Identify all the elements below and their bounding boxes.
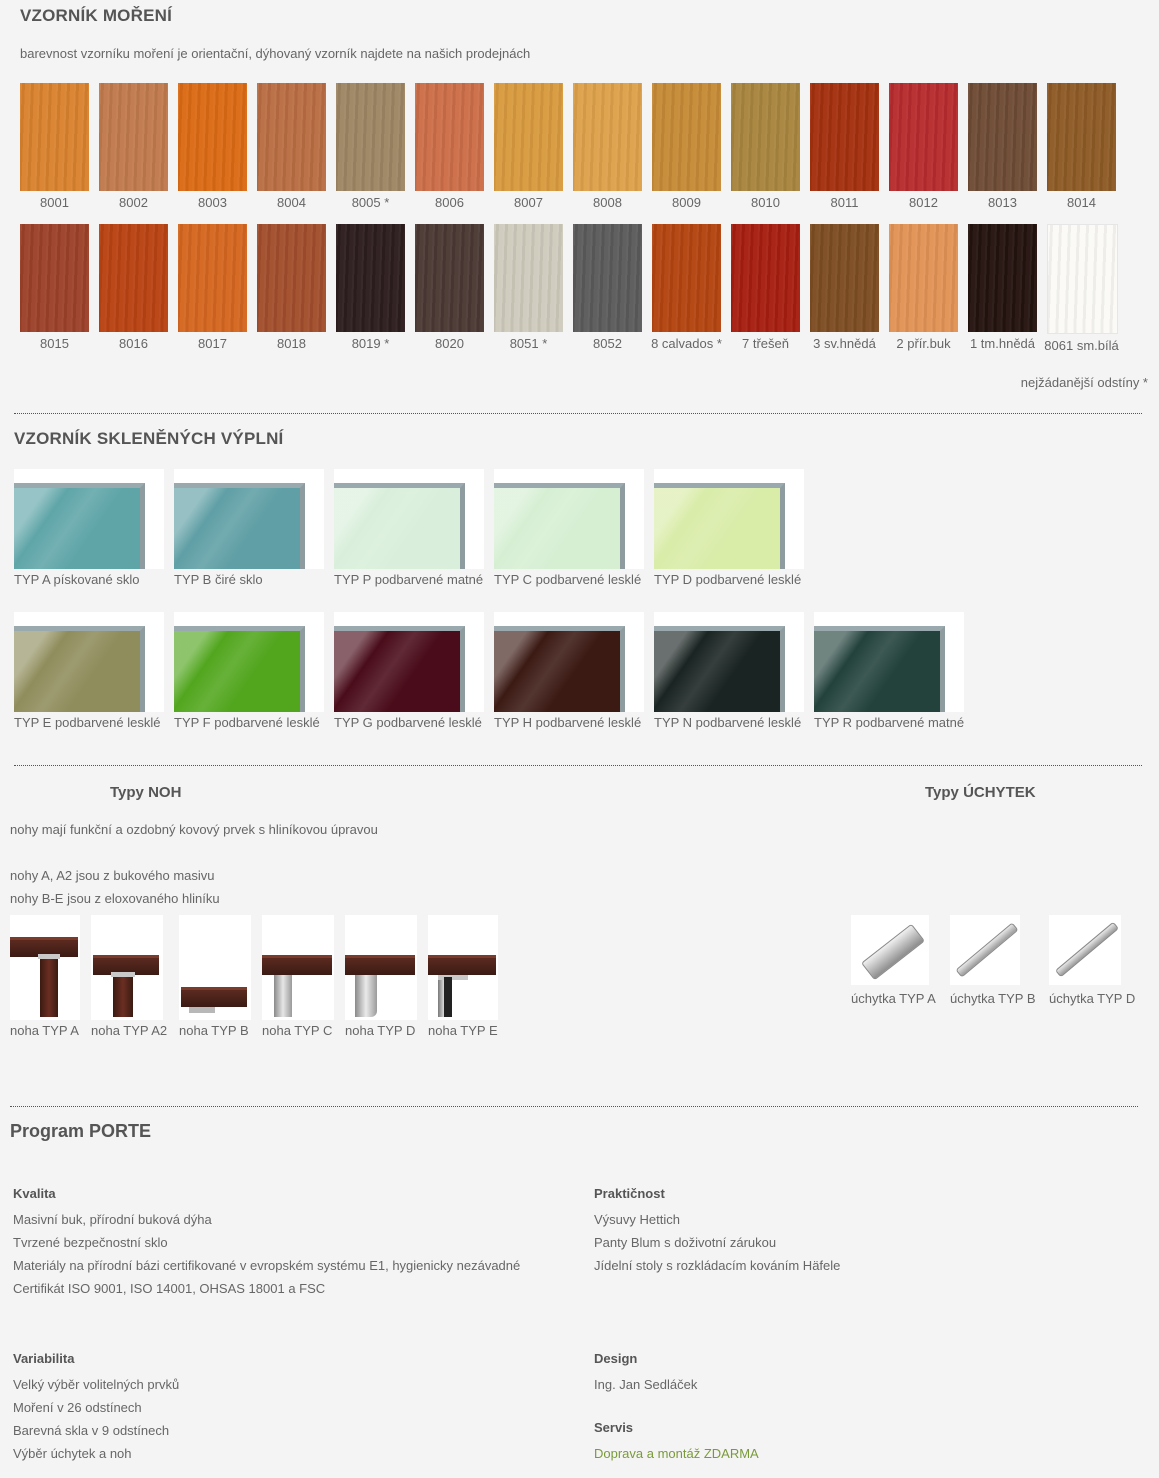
info-line: Ing. Jan Sedláček	[594, 1377, 698, 1392]
stain-color-chip	[652, 224, 721, 332]
glass-sample[interactable]	[14, 612, 164, 730]
stain-label: 8002	[119, 195, 148, 210]
stain-label: 8001	[40, 195, 69, 210]
stain-label: 8012	[909, 195, 938, 210]
leg-b[interactable]	[179, 915, 251, 1038]
glass-label: TYP R podbarvené matné	[814, 715, 965, 730]
servis-link[interactable]: Doprava a montáž ZDARMA	[594, 1446, 759, 1461]
stain-swatch[interactable]	[731, 83, 800, 210]
glass-sample[interactable]	[494, 469, 644, 587]
leg-label: noha TYP E	[428, 1023, 498, 1038]
stain-color-chip	[257, 83, 326, 191]
divider	[10, 1106, 1138, 1107]
leg-label: noha TYP D	[345, 1023, 416, 1038]
info-line: Materiály na přírodní bázi certifikované v evropském systému E1, hygienicky nezávadné	[13, 1258, 521, 1273]
glass-image	[334, 469, 484, 569]
glass-image	[654, 469, 804, 569]
section-design	[594, 1351, 697, 1396]
stain-label: 8051 *	[509, 336, 548, 351]
stain-swatch[interactable]	[99, 224, 168, 351]
legs-desc-3: nohy B-E jsou z eloxovaného hliníku	[10, 891, 220, 906]
leg-e-image	[428, 915, 498, 1020]
info-line: Barevná skla v 9 odstínech	[13, 1423, 170, 1438]
stain-swatch[interactable]	[336, 83, 405, 210]
leg-label: noha TYP C	[262, 1023, 333, 1038]
handle-a[interactable]	[851, 915, 936, 1006]
glass-image	[14, 612, 164, 712]
glass-image	[334, 612, 484, 712]
handle-d-image	[1049, 915, 1121, 985]
stain-label: 8013	[988, 195, 1017, 210]
stain-color-chip	[889, 224, 958, 332]
stain-color-chip	[810, 224, 879, 332]
stain-color-chip	[336, 83, 405, 191]
stain-color-chip	[257, 224, 326, 332]
glass-sample[interactable]	[14, 469, 164, 587]
stain-color-chip	[415, 224, 484, 332]
stain-swatch[interactable]	[1044, 224, 1119, 353]
section-heading: Kvalita	[13, 1186, 56, 1201]
stain-swatch[interactable]	[494, 83, 563, 210]
stain-label: 8015	[40, 336, 69, 351]
stain-swatch[interactable]	[178, 83, 247, 210]
section-prakticnost	[594, 1186, 840, 1277]
glass-label: TYP B čiré sklo	[174, 572, 263, 587]
stain-label: 8020	[435, 336, 464, 351]
glass-label: TYP D podbarvené lesklé	[654, 572, 802, 587]
glass-sample[interactable]	[494, 612, 644, 730]
stain-color-chip	[20, 83, 89, 191]
stain-color-chip	[415, 83, 484, 191]
stain-color-chip	[573, 224, 642, 332]
stain-label: 8052	[593, 336, 622, 351]
stain-swatch[interactable]	[573, 224, 642, 351]
stain-swatch[interactable]	[731, 224, 800, 351]
leg-c-image	[262, 915, 334, 1020]
stain-color-chip	[968, 224, 1037, 332]
handle-b[interactable]	[950, 915, 1036, 1006]
glass-image	[494, 612, 644, 712]
glass-sample[interactable]	[334, 469, 484, 587]
glass-image	[654, 612, 804, 712]
info-line: Masivní buk, přírodní buková dýha	[13, 1212, 212, 1227]
glass-label: TYP P podbarvené matné	[334, 572, 484, 587]
stains-subtitle: barevnost vzorníku moření je orientační, dýhovaný vzorník najdete na našich prodejnách	[20, 46, 531, 61]
stain-swatch[interactable]	[494, 224, 563, 351]
stain-label: 8003	[198, 195, 227, 210]
stain-color-chip	[178, 83, 247, 191]
glass-label: TYP G podbarvené lesklé	[334, 715, 482, 730]
stain-color-chip	[20, 224, 89, 332]
stain-label: 8008	[593, 195, 622, 210]
divider	[14, 413, 1142, 414]
stain-color-chip	[1047, 224, 1118, 334]
section-servis	[594, 1420, 759, 1465]
stain-color-chip	[494, 83, 563, 191]
stain-color-chip	[336, 224, 405, 332]
leg-b-image	[179, 915, 251, 1020]
section-heading: Variabilita	[13, 1351, 75, 1366]
stain-label: 8016	[119, 336, 148, 351]
stain-swatch[interactable]	[652, 224, 721, 351]
stain-label: 8011	[830, 195, 859, 210]
leg-d-image	[345, 915, 417, 1020]
leg-d[interactable]	[345, 915, 417, 1038]
stain-label: 8019 *	[351, 336, 390, 351]
stain-color-chip	[968, 83, 1037, 191]
stain-color-chip	[494, 224, 563, 332]
legs-desc-1: nohy mají funkční a ozdobný kovový prvek s hliníkovou úpravou	[10, 822, 378, 837]
stain-label: 8017	[198, 336, 227, 351]
info-line: Výsuvy Hettich	[594, 1212, 680, 1227]
stain-color-chip	[99, 224, 168, 332]
stain-label: 3 sv.hnědá	[813, 336, 876, 351]
glass-label: TYP F podbarvené lesklé	[174, 715, 320, 730]
handle-a-image	[851, 915, 929, 985]
stain-swatch[interactable]	[652, 83, 721, 210]
leg-a2[interactable]	[91, 915, 167, 1038]
stain-color-chip	[652, 83, 721, 191]
handle-b-image	[950, 915, 1020, 985]
stain-label: 8009	[672, 195, 701, 210]
stain-color-chip	[810, 83, 879, 191]
info-line: Certifikát ISO 9001, ISO 14001, OHSAS 18001 a FSC	[13, 1281, 326, 1296]
stain-label: 8006	[435, 195, 464, 210]
stain-label: 8010	[751, 195, 780, 210]
stain-swatch[interactable]	[336, 224, 405, 351]
leg-a-image	[10, 915, 80, 1020]
stains-footnote: nejžádanější odstíny *	[1020, 375, 1148, 390]
section-heading: Servis	[594, 1420, 634, 1435]
glass-sample[interactable]	[174, 469, 324, 587]
stain-swatch[interactable]	[968, 83, 1037, 210]
stain-color-chip	[99, 83, 168, 191]
stain-label: 7 třešeň	[742, 336, 789, 351]
leg-e[interactable]	[428, 915, 498, 1038]
glass-label: TYP C podbarvené lesklé	[494, 572, 642, 587]
leg-a2-image	[91, 915, 163, 1020]
glass-sample[interactable]	[814, 612, 964, 730]
stain-swatch[interactable]	[415, 83, 484, 210]
stain-swatch[interactable]	[20, 224, 89, 351]
stain-label: 1 tm.hnědá	[969, 336, 1036, 351]
leg-label: noha TYP B	[179, 1023, 249, 1038]
stain-color-chip	[178, 224, 247, 332]
stain-label: 8018	[277, 336, 306, 351]
glass-label: TYP A pískované sklo	[14, 572, 140, 587]
stain-label: 8005 *	[351, 195, 390, 210]
glass-image	[174, 469, 324, 569]
stain-swatch[interactable]	[573, 83, 642, 210]
info-line: Velký výběr volitelných prvků	[13, 1377, 180, 1392]
section-variabilita	[13, 1351, 179, 1465]
stain-swatch[interactable]	[1047, 83, 1116, 210]
stain-label: 8061 sm.bílá	[1044, 338, 1119, 353]
glass-image	[814, 612, 964, 712]
stain-color-chip	[1047, 83, 1116, 191]
glass-image	[494, 469, 644, 569]
leg-label: noha TYP A	[10, 1023, 79, 1038]
info-line: Tvrzené bezpečnostní sklo	[13, 1235, 168, 1250]
glass-sample[interactable]	[654, 469, 804, 587]
stain-swatch[interactable]	[810, 224, 879, 351]
stain-swatch[interactable]	[20, 83, 89, 210]
legs-desc-2: nohy A, A2 jsou z bukového masivu	[10, 868, 215, 883]
info-line: Moření v 26 odstínech	[13, 1400, 142, 1415]
section-heading: Design	[594, 1351, 638, 1366]
stain-color-chip	[889, 83, 958, 191]
handle-label: úchytka TYP A	[851, 991, 936, 1006]
stain-color-chip	[573, 83, 642, 191]
glass-image	[14, 469, 164, 569]
glass-sample[interactable]	[174, 612, 324, 730]
stain-swatch[interactable]	[968, 224, 1037, 351]
glass-image	[174, 612, 324, 712]
divider	[14, 765, 1142, 766]
stain-swatch[interactable]	[99, 83, 168, 210]
glass-label: TYP E podbarvené lesklé	[14, 715, 161, 730]
stain-label: 8004	[277, 195, 306, 210]
section-heading: Praktičnost	[594, 1186, 665, 1201]
stain-label: 8014	[1067, 195, 1096, 210]
stain-swatch[interactable]	[178, 224, 247, 351]
stain-swatch[interactable]	[889, 224, 958, 351]
info-line: Panty Blum s doživotní zárukou	[594, 1235, 777, 1250]
stain-label: 8007	[514, 195, 543, 210]
handles-title: Typy ÚCHYTEK	[925, 784, 1036, 801]
program-title: Program PORTE	[10, 1121, 152, 1141]
stain-swatch[interactable]	[257, 224, 326, 351]
leg-c[interactable]	[262, 915, 334, 1038]
handle-label: úchytka TYP B	[950, 991, 1036, 1006]
glass-sample[interactable]	[334, 612, 484, 730]
legs-title: Typy NOH	[110, 784, 182, 801]
section-kvalita	[13, 1186, 520, 1300]
leg-a[interactable]	[10, 915, 80, 1038]
handle-d[interactable]	[1049, 915, 1135, 1006]
glass-sample[interactable]	[654, 612, 804, 730]
handle-label: úchytka TYP D	[1049, 991, 1136, 1006]
stain-label: 2 přír.buk	[896, 336, 951, 351]
leg-label: noha TYP A2	[91, 1023, 168, 1038]
stains-title: VZORNÍK MOŘENÍ	[20, 6, 173, 25]
info-line: Jídelní stoly s rozkládacím kováním Häfele	[594, 1258, 841, 1273]
stain-label: 8 calvados *	[651, 336, 722, 351]
glass-label: TYP N podbarvené lesklé	[654, 715, 802, 730]
stain-swatch[interactable]	[810, 83, 879, 210]
info-line: Výběr úchytek a noh	[13, 1446, 132, 1461]
stain-color-chip	[731, 224, 800, 332]
stain-swatch[interactable]	[257, 83, 326, 210]
stain-color-chip	[731, 83, 800, 191]
glass-label: TYP H podbarvené lesklé	[494, 715, 642, 730]
stain-swatch[interactable]	[889, 83, 958, 210]
glass-title: VZORNÍK SKLENĚNÝCH VÝPLNÍ	[14, 429, 284, 448]
stain-swatch[interactable]	[415, 224, 484, 351]
